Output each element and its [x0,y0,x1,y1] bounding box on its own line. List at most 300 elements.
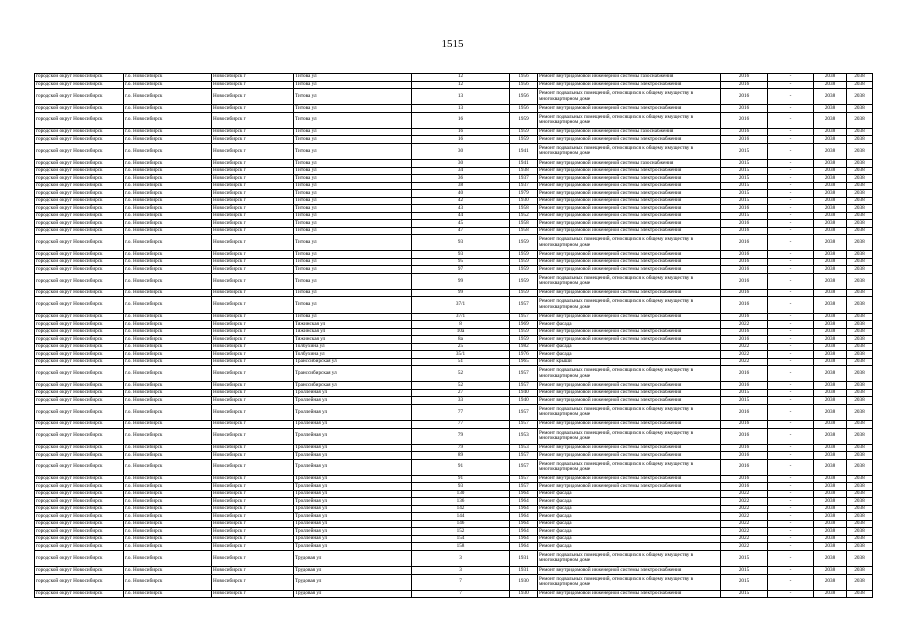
cell-okrug: городской округ Новосибирск [35,321,124,329]
cell-year-fact: - [768,212,814,220]
cell-okrug: городской округ Новосибирск [35,74,124,82]
cell-okrug: городской округ Новосибирск [35,513,124,521]
cell-dom: 25 [412,343,510,351]
cell-year-plan: 2015 [721,167,768,175]
cell-okrug: городской округ Новосибирск [35,89,124,105]
cell-year-last: 2038 [847,404,873,420]
cell-god: 1953 [510,428,538,444]
cell-year-next: 2038 [814,328,847,336]
cell-ulica: Троллейная ул [294,397,412,405]
cell-dom: 99 [412,289,510,297]
cell-year-fact: - [768,505,814,513]
cell-poselenie: г.о. Новосибирск [124,266,212,274]
cell-rabota: Ремонт внутридомовой инженерной системы электроснабжения [538,475,721,483]
cell-gorod: Новосибирск г [212,273,294,289]
cell-year-plan: 2016 [721,483,768,491]
cell-god: 1959 [510,251,538,259]
cell-dom: 12 [412,74,510,82]
cell-year-fact: - [768,167,814,175]
cell-gorod: Новосибирск г [212,167,294,175]
table-row [35,182,873,190]
cell-okrug: городской округ Новосибирск [35,574,124,590]
cell-year-fact: - [768,574,814,590]
table-row [35,227,873,235]
cell-poselenie: г.о. Новосибирск [124,513,212,521]
cell-year-plan: 2016 [721,313,768,321]
cell-poselenie: г.о. Новосибирск [124,167,212,175]
cell-year-next: 2038 [814,513,847,521]
cell-year-last: 2038 [847,160,873,168]
cell-gorod: Новосибирск г [212,528,294,536]
cell-year-next: 2038 [814,351,847,359]
cell-ulica: Титова ул [294,105,412,113]
cell-year-fact: - [768,89,814,105]
cell-god: 1957 [510,483,538,491]
cell-year-next: 2038 [814,289,847,297]
cell-dom: 3 [412,567,510,575]
table-row [35,483,873,491]
cell-ulica: Толбухина ул [294,351,412,359]
cell-rabota: Ремонт внутридомовой инженерной системы электроснабжения [538,266,721,274]
cell-okrug: городской округ Новосибирск [35,421,124,429]
cell-dom: 93 [412,483,510,491]
cell-god: 1964 [510,490,538,498]
cell-okrug: городской округ Новосибирск [35,205,124,213]
table-row [35,444,873,452]
table-row [35,235,873,251]
cell-year-plan: 2016 [721,421,768,429]
cell-poselenie: г.о. Новосибирск [124,212,212,220]
cell-poselenie: г.о. Новосибирск [124,366,212,382]
cell-god: 1931 [510,567,538,575]
cell-year-fact: - [768,483,814,491]
cell-rabota: Ремонт внутридомовой инженерной системы газоснабжения [538,128,721,136]
cell-dom: 77 [412,404,510,420]
cell-god: 1964 [510,543,538,551]
table-row [35,567,873,575]
cell-rabota: Ремонт внутридомовой инженерной системы газоснабжения [538,74,721,82]
cell-rabota: Ремонт подвальных помещений, относящихся к общему имуществу в многоквартирном доме [538,297,721,313]
cell-okrug: городской округ Новосибирск [35,444,124,452]
cell-year-next: 2038 [814,452,847,460]
cell-gorod: Новосибирск г [212,251,294,259]
cell-rabota: Ремонт внутридомовой инженерной системы электроснабжения [538,205,721,213]
cell-okrug: городской округ Новосибирск [35,175,124,183]
cell-ulica: Титова ул [294,251,412,259]
cell-ulica: Тяжинская ул [294,328,412,336]
cell-poselenie: г.о. Новосибирск [124,328,212,336]
cell-dom: 33 [412,397,510,405]
table-row [35,112,873,128]
cell-year-last: 2038 [847,550,873,566]
cell-ulica: Титова ул [294,81,412,89]
cell-ulica: Трудовая ул [294,590,412,598]
cell-year-last: 2038 [847,366,873,382]
cell-year-next: 2038 [814,550,847,566]
cell-dom: 7 [412,574,510,590]
cell-god: 1952 [510,212,538,220]
cell-god: 1937 [510,175,538,183]
table-row [35,358,873,366]
cell-gorod: Новосибирск г [212,143,294,159]
table-row [35,498,873,506]
cell-gorod: Новосибирск г [212,235,294,251]
cell-year-plan: 2016 [721,328,768,336]
cell-ulica: Транссибирская ул [294,382,412,390]
cell-okrug: городской округ Новосибирск [35,428,124,444]
cell-year-last: 2038 [847,175,873,183]
table-row [35,452,873,460]
table-row [35,513,873,521]
cell-ulica: Титова ул [294,266,412,274]
cell-year-next: 2038 [814,382,847,390]
cell-dom: 79 [412,444,510,452]
table-row [35,251,873,259]
cell-year-last: 2038 [847,505,873,513]
table-row [35,459,873,475]
table-row [35,220,873,228]
cell-gorod: Новосибирск г [212,220,294,228]
cell-okrug: городской округ Новосибирск [35,297,124,313]
cell-dom: 91 [412,475,510,483]
cell-rabota: Ремонт фасада [538,343,721,351]
cell-year-fact: - [768,528,814,536]
table-row [35,273,873,289]
cell-poselenie: г.о. Новосибирск [124,175,212,183]
cell-year-next: 2038 [814,175,847,183]
cell-rabota: Ремонт подвальных помещений, относящихся к общему имуществу в многоквартирном доме [538,273,721,289]
cell-year-plan: 2022 [721,535,768,543]
cell-gorod: Новосибирск г [212,366,294,382]
cell-okrug: городской округ Новосибирск [35,567,124,575]
cell-year-fact: - [768,227,814,235]
cell-poselenie: г.о. Новосибирск [124,528,212,536]
cell-poselenie: г.о. Новосибирск [124,543,212,551]
cell-year-fact: - [768,289,814,297]
cell-year-next: 2038 [814,81,847,89]
table-row [35,404,873,420]
cell-god: 1957 [510,366,538,382]
cell-okrug: городской округ Новосибирск [35,550,124,566]
cell-year-fact: - [768,128,814,136]
cell-year-last: 2038 [847,182,873,190]
cell-rabota: Ремонт фасада [538,490,721,498]
cell-year-fact: - [768,567,814,575]
cell-year-last: 2038 [847,513,873,521]
cell-rabota: Ремонт внутридомовой инженерной системы электроснабжения [538,220,721,228]
cell-okrug: городской округ Новосибирск [35,389,124,397]
cell-year-fact: - [768,590,814,598]
cell-okrug: городской округ Новосибирск [35,543,124,551]
cell-dom: 93 [412,251,510,259]
cell-dom: 44 [412,212,510,220]
cell-year-last: 2038 [847,167,873,175]
cell-year-plan: 2015 [721,143,768,159]
table-row [35,520,873,528]
cell-poselenie: г.о. Новосибирск [124,459,212,475]
cell-god: 1940 [510,397,538,405]
cell-god: 1979 [510,190,538,198]
cell-year-fact: - [768,205,814,213]
cell-god: 1964 [510,498,538,506]
cell-rabota: Ремонт внутридомовой инженерной системы электроснабжения [538,190,721,198]
cell-year-next: 2038 [814,505,847,513]
cell-year-fact: - [768,351,814,359]
cell-year-fact: - [768,251,814,259]
cell-year-last: 2038 [847,358,873,366]
cell-rabota: Ремонт подвальных помещений, относящихся к общему имуществу в многоквартирном доме [538,574,721,590]
cell-year-plan: 2016 [721,336,768,344]
cell-ulica: Троллейная ул [294,483,412,491]
cell-gorod: Новосибирск г [212,444,294,452]
cell-year-last: 2038 [847,590,873,598]
cell-god: 1957 [510,313,538,321]
cell-year-next: 2038 [814,235,847,251]
cell-rabota: Ремонт фасада [538,498,721,506]
cell-year-fact: - [768,366,814,382]
cell-gorod: Новосибирск г [212,543,294,551]
cell-rabota: Ремонт внутридомовой инженерной системы электроснабжения [538,227,721,235]
cell-year-fact: - [768,520,814,528]
cell-gorod: Новосибирск г [212,128,294,136]
cell-gorod: Новосибирск г [212,81,294,89]
cell-year-next: 2038 [814,397,847,405]
cell-gorod: Новосибирск г [212,182,294,190]
table-row [35,175,873,183]
table-row [35,505,873,513]
cell-year-fact: - [768,182,814,190]
cell-rabota: Ремонт внутридомовой инженерной системы электроснабжения [538,313,721,321]
cell-god: 1959 [510,258,538,266]
cell-okrug: городской округ Новосибирск [35,328,124,336]
cell-poselenie: г.о. Новосибирск [124,128,212,136]
cell-dom: 93 [412,235,510,251]
table-row [35,421,873,429]
table-body [35,74,873,598]
cell-year-next: 2038 [814,404,847,420]
cell-year-last: 2038 [847,74,873,82]
table-row [35,535,873,543]
table-row [35,475,873,483]
cell-gorod: Новосибирск г [212,289,294,297]
cell-year-next: 2038 [814,421,847,429]
cell-rabota: Ремонт внутридомовой инженерной системы электроснабжения [538,328,721,336]
cell-poselenie: г.о. Новосибирск [124,389,212,397]
cell-year-last: 2038 [847,128,873,136]
cell-rabota: Ремонт фасада [538,505,721,513]
cell-year-fact: - [768,266,814,274]
cell-gorod: Новосибирск г [212,382,294,390]
cell-okrug: городской округ Новосибирск [35,452,124,460]
cell-rabota: Ремонт внутридомовой инженерной системы электроснабжения [538,289,721,297]
cell-god: 1957 [510,452,538,460]
cell-dom: 146 [412,520,510,528]
cell-gorod: Новосибирск г [212,136,294,144]
cell-okrug: городской округ Новосибирск [35,397,124,405]
cell-year-last: 2038 [847,520,873,528]
cell-poselenie: г.о. Новосибирск [124,444,212,452]
cell-rabota: Ремонт подвальных помещений, относящихся к общему имуществу в многоквартирном доме [538,366,721,382]
cell-god: 1940 [510,389,538,397]
cell-year-next: 2038 [814,128,847,136]
cell-dom: 45 [412,220,510,228]
cell-year-plan: 2016 [721,128,768,136]
cell-poselenie: г.о. Новосибирск [124,490,212,498]
cell-rabota: Ремонт внутридомовой инженерной системы электроснабжения [538,567,721,575]
cell-ulica: Транссибирская ул [294,366,412,382]
cell-year-plan: 2015 [721,567,768,575]
cell-year-plan: 2016 [721,452,768,460]
cell-poselenie: г.о. Новосибирск [124,258,212,266]
cell-gorod: Новосибирск г [212,421,294,429]
cell-year-next: 2038 [814,89,847,105]
cell-year-plan: 2022 [721,513,768,521]
cell-gorod: Новосибирск г [212,567,294,575]
cell-rabota: Ремонт внутридомовой инженерной системы электроснабжения [538,136,721,144]
cell-year-next: 2038 [814,251,847,259]
cell-gorod: Новосибирск г [212,74,294,82]
cell-ulica: Титова ул [294,197,412,205]
cell-ulica: Троллейная ул [294,421,412,429]
cell-year-last: 2038 [847,190,873,198]
cell-year-last: 2038 [847,459,873,475]
cell-poselenie: г.о. Новосибирск [124,343,212,351]
table-row [35,167,873,175]
cell-year-plan: 2022 [721,321,768,329]
cell-ulica: Титова ул [294,143,412,159]
cell-year-plan: 2016 [721,289,768,297]
cell-ulica: Титова ул [294,220,412,228]
cell-year-plan: 2022 [721,351,768,359]
cell-poselenie: г.о. Новосибирск [124,235,212,251]
cell-dom: 16 [412,112,510,128]
cell-dom: 30 [412,143,510,159]
table-row [35,543,873,551]
cell-poselenie: г.о. Новосибирск [124,251,212,259]
cell-god: 1964 [510,513,538,521]
cell-dom: 3 [412,550,510,566]
cell-dom: 158 [412,543,510,551]
cell-year-plan: 2015 [721,590,768,598]
cell-year-last: 2038 [847,205,873,213]
cell-year-last: 2038 [847,421,873,429]
cell-dom: 30 [412,160,510,168]
cell-year-last: 2038 [847,143,873,159]
cell-ulica: Титова ул [294,74,412,82]
cell-year-fact: - [768,258,814,266]
cell-ulica: Титова ул [294,235,412,251]
cell-ulica: Титова ул [294,128,412,136]
table-row [35,313,873,321]
cell-dom: 47 [412,227,510,235]
cell-dom: 37/1 [412,297,510,313]
cell-okrug: городской округ Новосибирск [35,336,124,344]
cell-year-last: 2038 [847,227,873,235]
cell-ulica: Троллейная ул [294,498,412,506]
cell-year-fact: - [768,513,814,521]
cell-god: 1959 [510,128,538,136]
cell-dom: 13 [412,105,510,113]
cell-poselenie: г.о. Новосибирск [124,143,212,159]
cell-okrug: городской округ Новосибирск [35,258,124,266]
cell-rabota: Ремонт подвальных помещений, относящихся к общему имуществу в многоквартирном доме [538,112,721,128]
cell-god: 1958 [510,227,538,235]
table-row [35,212,873,220]
cell-year-plan: 2015 [721,550,768,566]
cell-dom: 37/1 [412,313,510,321]
cell-dom: 79 [412,428,510,444]
cell-year-plan: 2015 [721,574,768,590]
cell-god: 1941 [510,143,538,159]
cell-poselenie: г.о. Новосибирск [124,382,212,390]
cell-god: 1953 [510,444,538,452]
table-row [35,105,873,113]
cell-year-next: 2038 [814,160,847,168]
cell-gorod: Новосибирск г [212,520,294,528]
cell-gorod: Новосибирск г [212,160,294,168]
cell-year-last: 2038 [847,197,873,205]
cell-god: 1958 [510,220,538,228]
cell-okrug: городской округ Новосибирск [35,273,124,289]
cell-poselenie: г.о. Новосибирск [124,182,212,190]
cell-ulica: Троллейная ул [294,520,412,528]
cell-year-fact: - [768,421,814,429]
cell-god: 1976 [510,351,538,359]
cell-year-plan: 2016 [721,475,768,483]
cell-poselenie: г.о. Новосибирск [124,358,212,366]
cell-god: 1959 [510,336,538,344]
cell-year-plan: 2022 [721,505,768,513]
cell-ulica: Титова ул [294,112,412,128]
cell-year-plan: 2016 [721,81,768,89]
cell-ulica: Троллейная ул [294,428,412,444]
cell-ulica: Титова ул [294,190,412,198]
cell-okrug: городской округ Новосибирск [35,289,124,297]
cell-gorod: Новосибирск г [212,212,294,220]
cell-ulica: Троллейная ул [294,528,412,536]
cell-year-next: 2038 [814,498,847,506]
cell-rabota: Ремонт внутридомовой инженерной системы электроснабжения [538,81,721,89]
cell-year-last: 2038 [847,328,873,336]
cell-year-last: 2038 [847,397,873,405]
cell-year-last: 2038 [847,567,873,575]
cell-dom: 13 [412,89,510,105]
cell-ulica: Титова ул [294,89,412,105]
cell-year-last: 2038 [847,258,873,266]
cell-year-fact: - [768,535,814,543]
cell-ulica: Титова ул [294,205,412,213]
cell-rabota: Ремонт подвальных помещений, относящихся к общему имуществу в многоквартирном доме [538,404,721,420]
cell-okrug: городской округ Новосибирск [35,351,124,359]
cell-year-fact: - [768,235,814,251]
cell-gorod: Новосибирск г [212,190,294,198]
cell-year-next: 2038 [814,343,847,351]
cell-ulica: Титова ул [294,212,412,220]
cell-poselenie: г.о. Новосибирск [124,273,212,289]
cell-poselenie: г.о. Новосибирск [124,336,212,344]
cell-year-next: 2038 [814,336,847,344]
cell-rabota: Ремонт внутридомовой инженерной системы электроснабжения [538,444,721,452]
cell-year-next: 2038 [814,444,847,452]
cell-dom: 34 [412,167,510,175]
cell-god: 1938 [510,167,538,175]
cell-god: 1957 [510,459,538,475]
schedule-table [34,73,873,598]
cell-year-next: 2038 [814,590,847,598]
table-row [35,321,873,329]
cell-rabota: Ремонт внутридомовой инженерной системы электроснабжения [538,105,721,113]
cell-okrug: городской округ Новосибирск [35,167,124,175]
